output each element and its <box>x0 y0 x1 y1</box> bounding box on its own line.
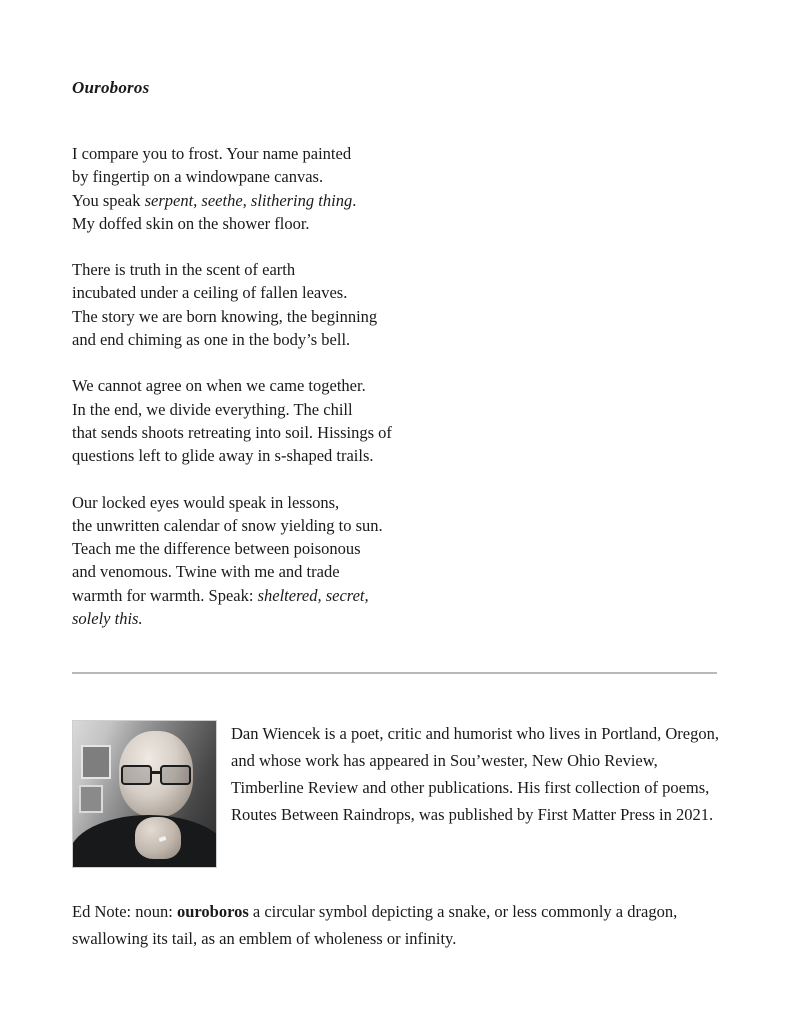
poem-line <box>72 444 719 467</box>
photo-glasses-right-lens <box>160 765 191 785</box>
poem-stanza <box>72 142 719 235</box>
poem-line-italic-segment: solely this. <box>72 609 143 629</box>
poem-line <box>72 374 719 397</box>
poem-line-segment: that sends shoots retreating into soil. Hissings of <box>72 422 392 442</box>
poem-line <box>72 165 719 188</box>
poem-line <box>72 258 719 281</box>
editor-note-term: ouroboros <box>176 902 249 922</box>
poem-line <box>72 212 719 235</box>
poem-line-italic-segment: sheltered, secret, <box>257 585 369 605</box>
poem-line <box>72 305 719 328</box>
poem-stanza <box>72 491 719 631</box>
poem-line-segment: We cannot agree on when we came together. <box>72 376 366 396</box>
poem-line <box>72 491 719 514</box>
poem-line <box>72 584 719 607</box>
poem-line-segment: I compare you to frost. Your name painted <box>72 144 352 163</box>
poem-line-segment: and end chiming as one in the body’s bell. <box>72 330 351 350</box>
editor-note-prefix: Ed Note: noun: <box>72 902 177 922</box>
photo-wall-frame-small <box>79 785 103 813</box>
poem-line <box>72 537 719 560</box>
photo-wall-frame <box>81 745 111 779</box>
author-photo <box>72 720 217 868</box>
section-divider <box>72 672 717 674</box>
poem-line-segment: There is truth in the scent of earth <box>72 260 296 280</box>
poem-line-segment: by fingertip on a windowpane canvas. <box>72 167 324 187</box>
poem-line-segment: In the end, we divide everything. The chill <box>72 399 353 419</box>
poem-stanza <box>72 374 719 467</box>
author-bio-text: Dan Wiencek is a poet, critic and humorist who lives in Portland, Oregon, and whose work has appeared in Sou’wester, New Ohio Review, Timberline Review and other publications. His first collection of poems, Routes Between Raindrops, was published by First Matter Press in 2021. <box>231 724 719 825</box>
photo-glasses <box>121 765 191 781</box>
poem-line-segment: Teach me the difference between poisonous <box>72 539 361 559</box>
poem-line-segment: The story we are born knowing, the beginning <box>72 306 378 326</box>
poem-line <box>72 514 719 537</box>
editor-note-definition: a circular symbol depicting a snake, or less commonly a dragon, swallowing its tail, as an emblem of wholeness or infinity. <box>72 902 678 949</box>
poem-line-segment: My doffed skin on the shower floor. <box>72 213 310 233</box>
poem-line <box>72 142 719 165</box>
poem-line <box>72 328 719 351</box>
poem-line <box>72 281 719 304</box>
poem-line-segment: the unwritten calendar of snow yielding to sun. <box>72 515 383 535</box>
poem-line-segment: warmth for warmth. Speak: <box>72 585 258 605</box>
editor-note <box>72 898 717 952</box>
photo-glasses-left-lens <box>121 765 152 785</box>
poem-line-segment: questions left to glide away in s-shaped trails. <box>72 446 374 466</box>
poem-line-segment: and venomous. Twine with me and trade <box>72 562 340 582</box>
poem-line-segment: Our locked eyes would speak in lessons, <box>72 492 340 512</box>
poem-line <box>72 560 719 583</box>
poem-line <box>72 607 719 630</box>
poem-line-segment: . <box>352 190 357 210</box>
poem-stanza <box>72 258 719 351</box>
poem-line-segment: incubated under a ceiling of fallen leaves. <box>72 283 348 303</box>
page-title: Ouroboros <box>72 78 150 97</box>
poem-line-italic-segment: serpent, seethe, slithering thing <box>144 190 353 210</box>
poem-line <box>72 421 719 444</box>
author-bio-block <box>72 720 719 868</box>
poem-line <box>72 189 719 212</box>
poem-line-segment: You speak <box>72 190 145 210</box>
poem-line <box>72 398 719 421</box>
poem-body <box>72 142 719 630</box>
